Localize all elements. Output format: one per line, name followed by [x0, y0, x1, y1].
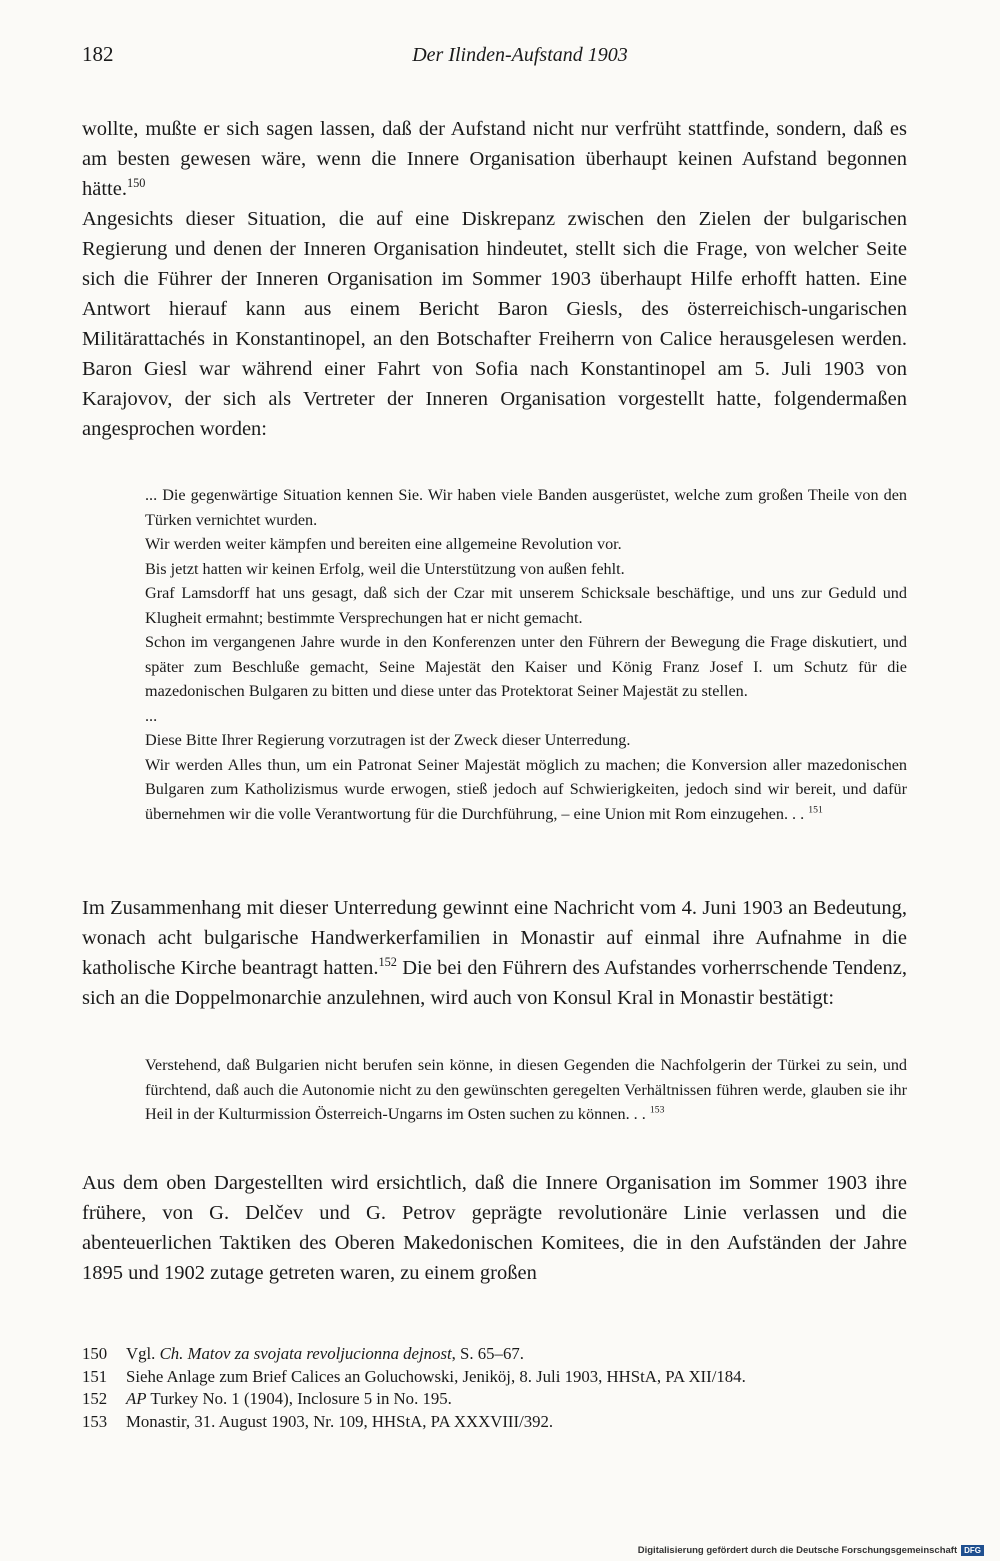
footnote-text: , S. 65–67. — [451, 1344, 524, 1363]
footnote-text: Monastir, 31. August 1903, Nr. 109, HHStA, PA XXXVIII/392. — [126, 1411, 554, 1431]
page-number: 182 — [82, 42, 114, 66]
footnote-ref: 152 — [378, 955, 397, 970]
block-quote-2 — [145, 1053, 907, 1127]
footnote-title: AP — [126, 1389, 147, 1408]
body-paragraph-1 — [82, 114, 907, 444]
footnote — [82, 1388, 922, 1411]
footnote-text: Turkey No. 1 (1904), Inclosure 5 in No. 195. — [146, 1389, 452, 1408]
footnote-ref: 150 — [126, 176, 146, 191]
footnote-ref: 151 — [808, 804, 823, 816]
footnote-text: Vgl. — [126, 1344, 160, 1363]
quote-paragraph: Verstehend, daß Bulgarien nicht berufen sein könne, in diesen Gegenden die Nachfolgerin der Türkei zu sein, und fürchtend, daß auch die Autonomie nicht zu den gewünschten geregelten Verhältnissen führen werde, glauben sie ihr Heil in der Kulturmission Österreich-Ungarns im Osten suchen zu können. . . — [145, 1056, 907, 1123]
body-paragraph-2: Angesichts dieser Situation, die auf eine Diskrepanz zwischen den Zielen der bulgarischen Regierung und denen der Inneren Organisation hindeutet, stellt sich die Frage, von welcher Seite sich die Führer der Inneren Organisation im Sommer 1903 überhaupt Hilfe erhofft hatten. Eine Antwort hierauf kann aus einem Bericht Baron Giesls, des österreichisch-ungarischen Militärattachés in Konstantinopel, an den Botschafter Freiherrn von Calice herausgelesen werden. Baron Giesl war während einer Fahrt von Sofia nach Konstantinopel am 5. Juli 1903 von Karajovov, der sich als Vertreter der Inneren Organisation vorgestellt hatte, folgendermaßen angesprochen worden: — [82, 208, 907, 440]
digitization-credit — [638, 1545, 984, 1556]
paragraph-text: wollte, mußte er sich sagen lassen, daß der Aufstand nicht nur verfrüht stattfinde, sondern, daß es am besten gewesen wäre, wenn die Innere Organisation überhaupt keinen Aufstand begonnen hätte. — [82, 118, 907, 200]
quote-paragraph: Wir werden weiter kämpfen und bereiten eine allgemeine Revolution vor. — [145, 535, 622, 553]
footnotes — [82, 1343, 922, 1433]
footnote — [82, 1411, 922, 1434]
paragraph-text: Aus dem oben Dargestellten wird ersichtlich, daß die Innere Organisation im Sommer 1903 ihre frühere, von G. Delčev und G. Petrov geprägte revolutionäre Linie verlassen und die abenteuerlichen Taktiken des Oberen Makedonischen Komitees, die in den Aufständen der Jahre 1895 und 1902 zutage getreten waren, zu einem großen — [82, 1172, 907, 1284]
footnote-title: Ch. Matov za svojata revoljucionna dejnost — [159, 1344, 452, 1363]
block-quote-1 — [145, 483, 907, 826]
credit-text: Digitalisierung gefördert durch die Deutsche Forschungsgemeinschaft — [637, 1545, 958, 1556]
running-title: Der Ilinden-Aufstand 1903 — [412, 44, 628, 66]
quote-paragraph: ... Die gegenwärtige Situation kennen Sie. Wir haben viele Banden ausgerüstet, welche zum großen Theile von den Türken vernichtet wurden. — [145, 486, 907, 529]
quote-ellipsis: ... — [145, 706, 158, 725]
quote-paragraph: Bis jetzt hatten wir keinen Erfolg, weil die Unterstützung von außen fehlt. — [145, 559, 625, 578]
footnote-text: Siehe Anlage zum Brief Calices an Goluchowski, Jeniköj, 8. Juli 1903, HHStA, PA XII/184. — [126, 1366, 746, 1386]
footnote — [82, 1366, 922, 1389]
footnote-number: 150 — [82, 1344, 108, 1363]
footnote-ref: 153 — [649, 1104, 665, 1116]
quote-paragraph: Graf Lamsdorff hat uns gesagt, daß sich der Czar mit unserem Schicksale beschäftige, und uns zur Geduld und Klugheit ermahnt; bestimmte Versprechungen hat er nicht gemacht. — [145, 584, 907, 627]
quote-paragraph: Schon im vergangenen Jahre wurde in den Konferenzen unter den Führern der Bewegung die Frage diskutiert, und später zum Beschluße gemacht, Seine Majestät den Kaiser und König Franz Josef I. um Schutz für die mazedonischen Bulgaren zu bitten und diese unter das Protektorat Seiner Majestät zu stellen. — [145, 633, 907, 700]
dfg-logo: DFG — [961, 1545, 984, 1556]
body-paragraph-4 — [82, 1168, 907, 1288]
footnote-number: 151 — [82, 1366, 108, 1386]
quote-paragraph: Wir werden Alles thun, um ein Patronat Seiner Majestät möglich zu machen; die Konversion aller mazedonischen Bulgaren zum Katholizismus wurde erwogen, stieß jedoch auf Schwierigkeiten, jedoch sind wir bereit, und dafür übernehmen wir die volle Verantwortung für die Durchführung, – eine Union mit Rom einzugehen. . . — [145, 755, 907, 823]
quote-paragraph: Diese Bitte Ihrer Regierung vorzutragen ist der Zweck dieser Unterredung. — [145, 731, 631, 749]
body-paragraph-3 — [82, 893, 907, 1013]
footnote-number: 153 — [82, 1411, 108, 1431]
footnote — [82, 1343, 922, 1366]
paragraph-text: Die bei den Führern des Aufstandes vorherrschende Tendenz, sich an die Doppelmonarchie anzulehnen, wird auch von Konsul Kral in Monastir bestätigt: — [82, 957, 907, 1009]
paragraph-text: Im Zusammenhang mit dieser Unterredung gewinnt eine Nachricht vom 4. Juni 1903 an Bedeutung, wonach acht bulgarische Handwerkerfamilien in Monastir auf einmal ihre Aufnahme in die katholische Kirche beantragt hatten. — [82, 897, 907, 979]
footnote-number: 152 — [82, 1389, 108, 1408]
